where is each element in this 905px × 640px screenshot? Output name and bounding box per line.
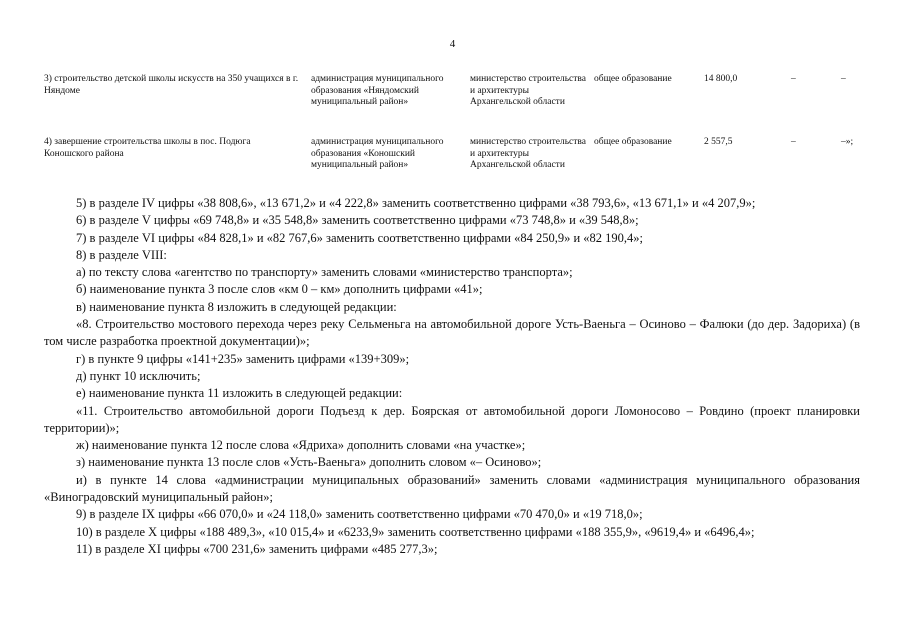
- paragraph-8d: д) пункт 10 исключить;: [76, 368, 201, 383]
- paragraph-8v-text: «8. Строительство мостового перехода через реку Сельменьга на автомобильной дороге Усть-Ваеньга – Осиново – Фалюки (до дер. Задориха) (в том числе разработка проектной документации)»;: [44, 317, 860, 349]
- paragraph-8i: и) в пункте 14 слова «администрации муниципальных образований» заменить словами «администрация муниципального образования «Виноградовский муниципальный район»;: [44, 472, 860, 505]
- paragraph-8e-text: «11. Строительство автомобильной дороги Подъезд к дер. Боярская от автомобильной дороги Ломоносово – Ровдино (проект планировки территории)»;: [44, 403, 860, 435]
- page-number: 4: [449, 38, 456, 50]
- year1-cell: –: [791, 137, 796, 147]
- paragraph-10: 10) в разделе X цифры «188 489,3», «10 015,4» и «6233,9» заменить соответственно цифрами «188 355,9», «9619,4» и «6496,4»;: [76, 524, 755, 539]
- paragraph-9: 9) в разделе IX цифры «66 070,0» и «24 118,0» заменить соответственно цифрами «70 470,0» и «19 718,0»;: [76, 507, 643, 522]
- industry-cell: общее образование: [594, 74, 672, 84]
- paragraph-5: 5) в разделе IV цифры «38 808,6», «13 671,2» и «4 222,8» заменить соответственно цифрами «38 793,6», «13 671,1» и «4 207,9»;: [76, 196, 756, 210]
- paragraph-8v: в) наименование пункта 8 изложить в следующей редакции:: [76, 299, 397, 314]
- paragraph-6: 6) в разделе V цифры «69 748,8» и «35 548,8» заменить соответственно цифрами «73 748,8» и «39 548,8»;: [76, 213, 639, 228]
- manager-cell: министерство строительства и архитектуры Архангельской области: [470, 137, 586, 171]
- table-row: [44, 74, 884, 126]
- paragraph-8g: г) в пункте 9 цифры «141+235» заменить цифрами «139+309»;: [76, 351, 410, 366]
- paragraph-8e: е) наименование пункта 11 изложить в следующей редакции:: [76, 386, 403, 401]
- year1-cell: –: [791, 74, 796, 84]
- customer-cell: администрация муниципального образования «Няндомский муниципальный район»: [311, 74, 444, 108]
- paragraph-8: 8) в разделе VIII:: [76, 247, 167, 262]
- year2-cell: –»;: [841, 137, 854, 147]
- paragraph-8b: б) наименование пункта 3 после слов «км 0 – км» дополнить цифрами «41»;: [76, 282, 483, 297]
- document-body: [44, 195, 860, 558]
- paragraph-8zh: ж) наименование пункта 12 после слова «Ядриха» дополнить словами «на участке»;: [76, 438, 526, 453]
- amount-cell: 2 557,5: [704, 137, 733, 147]
- table-row: [44, 137, 884, 189]
- amount-cell: 14 800,0: [704, 74, 738, 84]
- paragraph-8z: з) наименование пункта 13 после слов «Усть-Ваеньга» дополнить словом «– Осиново»;: [76, 455, 542, 470]
- customer-cell: администрация муниципального образования «Коношский муниципальный район»: [311, 137, 444, 171]
- object-name-cell: 4) завершение строительства школы в пос. Подюга Коношского района: [44, 137, 251, 159]
- year2-cell: –: [841, 74, 846, 84]
- paragraph-8a: а) по тексту слова «агентство по транспорту» заменить словами «министерство транспорта»;: [76, 265, 573, 280]
- object-name-cell: 3) строительство детской школы искусств на 350 учащихся в г. Няндоме: [44, 74, 299, 96]
- paragraph-11: 11) в разделе XI цифры «700 231,6» заменить цифрами «485 277,3»;: [76, 541, 438, 556]
- industry-cell: общее образование: [594, 137, 672, 147]
- manager-cell: министерство строительства и архитектуры Архангельской области: [470, 74, 586, 108]
- paragraph-7: 7) в разделе VI цифры «84 828,1» и «82 767,6» заменить соответственно цифрами «84 250,9» и «82 190,4»;: [76, 230, 644, 245]
